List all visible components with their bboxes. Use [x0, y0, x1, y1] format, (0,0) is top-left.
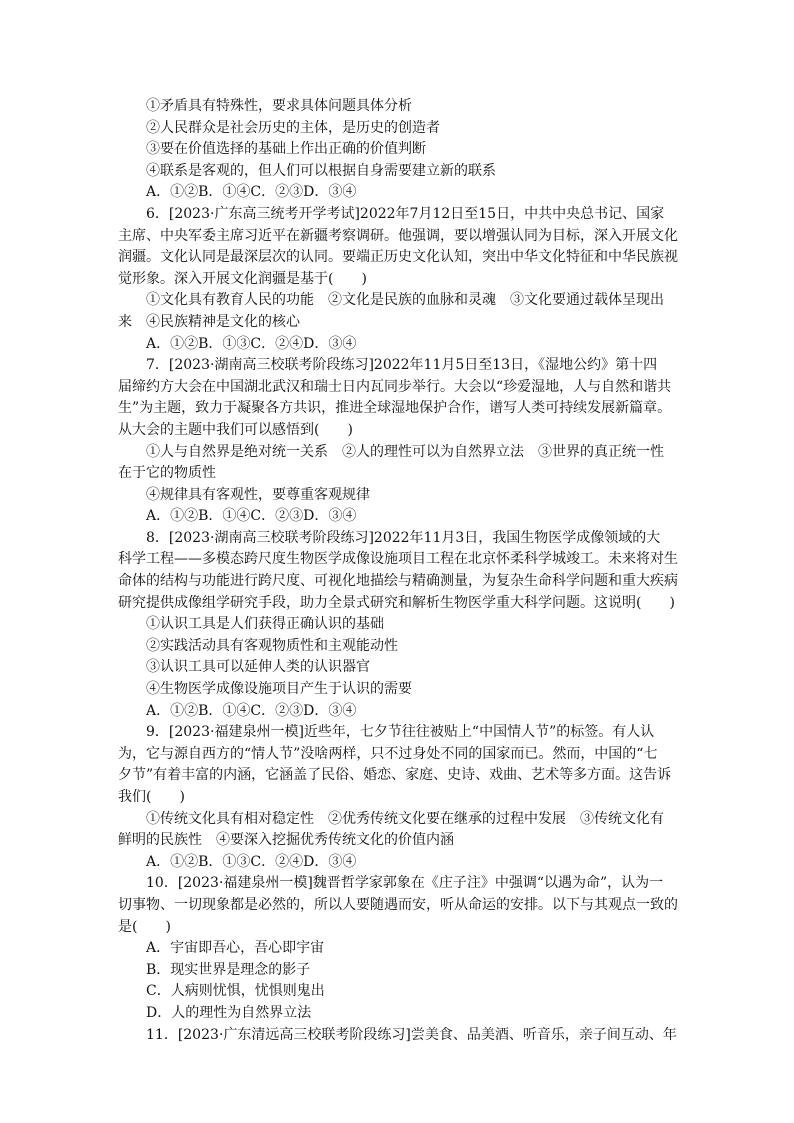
text-line: 夕节”有着丰富的内涵，它涵盖了民俗、婚恋、家庭、史诗、戏曲、艺术等多方面。这告诉 [118, 767, 672, 784]
text-line: A．①②B．①④C．②③D．③④ [146, 508, 357, 525]
text-line: ②人民群众是社会历史的主体，是历史的创造者 [146, 119, 440, 136]
text-line: ①人与自然界是绝对统一关系 ②人的理性可以为自然界立法 ③世界的真正统一性 [146, 443, 664, 460]
text-line: 鲜明的民族性 ④要深入挖掘优秀传统文化的价值内涵 [118, 832, 454, 849]
text-line: A．①②B．①④C．②③D．③④ [146, 184, 357, 201]
text-line: 是( ) [118, 918, 171, 935]
text-line: 在于它的物质性 [118, 465, 216, 482]
text-line: 觉形象。深入开展文化润疆是基于( ) [118, 270, 367, 287]
text-line: ①认识工具是人们获得正确认识的基础 [146, 616, 384, 633]
text-line: ①传统文化具有相对稳定性 ②优秀传统文化要在继承的过程中发展 ③传统文化有 [146, 810, 664, 827]
text-line: 6．[2023·广东高三统考开学考试]2022年7月12日至15日，中共中央总书记、国家 [146, 205, 665, 222]
text-line: ①文化具有教育人民的功能 ②文化是民族的血脉和灵魂 ③文化要通过载体呈现出 [146, 292, 664, 309]
text-line: 切事物、一切现象都是必然的，所以人要随遇而安，听从命运的安排。以下与其观点一致的 [118, 896, 678, 913]
text-line: A．①②B．①③C．②④D．③④ [146, 335, 357, 352]
text-line: 8．[2023·湖南高三校联考阶段练习]2022年11月3日，我国生物医学成像领域的大 [146, 529, 661, 546]
text-line: B．现实世界是理念的影子 [146, 961, 311, 978]
text-line: ①矛盾具有特殊性，要求具体问题具体分析 [146, 98, 412, 114]
text-line: 研究提供成像组学研究手段，助力全景式研究和解析生物医学重大科学问题。这说明( ) [118, 594, 675, 611]
text-line: 我们( ) [118, 789, 185, 805]
text-line: ②实践活动具有客观物质性和主观能动性 [146, 637, 398, 654]
text-line: 科学工程——多模态跨尺度生物医学成像设施项目工程在北京怀柔科学城竣工。未来将对生 [118, 551, 678, 568]
text-line: 命体的结构与功能进行跨尺度、可视化地描绘与精确测量，为复杂生命科学问题和重大疾病 [118, 573, 678, 590]
text-line: A．宇宙即吾心，吾心即宇宙 [146, 940, 325, 957]
text-line: 9．[2023·福建泉州一模]近些年，七夕节往往被贴上“中国情人节”的标签。有人认 [146, 724, 655, 741]
text-line: A．①②B．①③C．②④D．③④ [146, 853, 357, 870]
text-line: C．人病则忧惧，忧惧则鬼出 [146, 983, 325, 1000]
text-line: 润疆。文化认同是最深层次的认同。要端正历史文化认知，突出中华文化特征和中华民族视 [118, 249, 678, 266]
text-line: 从大会的主题中我们可以感悟到( ) [118, 421, 353, 438]
text-line: 10．[2023·福建泉州一模]魏晋哲学家郭象在《庄子注》中强调“以遇为命”，认为一 [146, 875, 664, 892]
text-line: 届缔约方大会在中国湖北武汉和瑞士日内瓦同步举行。大会以“珍爱湿地，人与自然和谐共 [118, 378, 672, 395]
document-body [118, 96, 682, 1046]
text-line: ④规律具有客观性，要尊重客观规律 [146, 486, 370, 503]
text-line: D．人的理性为自然界立法 [146, 1004, 312, 1021]
text-line: A．①②B．①④C．②③D．③④ [146, 702, 357, 719]
text-line: ③要在价值选择的基础上作出正确的价值判断 [146, 141, 426, 158]
text-line: 生”为主题，致力于凝聚各方共识，推进全球湿地保护合作，谱写人类可持续发展新篇章。 [118, 400, 672, 417]
text-line: 为，它与源自西方的“情人节”没啥两样，只不过身处不同的国家而已。然而，中国的“七 [118, 745, 658, 762]
text-line: ④联系是客观的，但人们可以根据自身需要建立新的联系 [146, 162, 496, 179]
text-line: 主席、中央军委主席习近平在新疆考察调研。他强调，要以增强认同为目标，深入开展文化 [118, 227, 678, 244]
text-line: 来 ④民族精神是文化的核心 [118, 313, 300, 330]
text-line: 7．[2023·湖南高三校联考阶段练习]2022年11月5日至13日，《湿地公约》第十四 [146, 357, 658, 374]
text-line: ④生物医学成像设施项目产生于认识的需要 [146, 681, 412, 698]
text-line: ③认识工具可以延伸人类的认识器官 [146, 659, 370, 676]
text-line: 11．[2023·广东清远高三校联考阶段练习]尝美食、品美酒、听音乐，亲子间互动、年 [146, 1026, 677, 1043]
